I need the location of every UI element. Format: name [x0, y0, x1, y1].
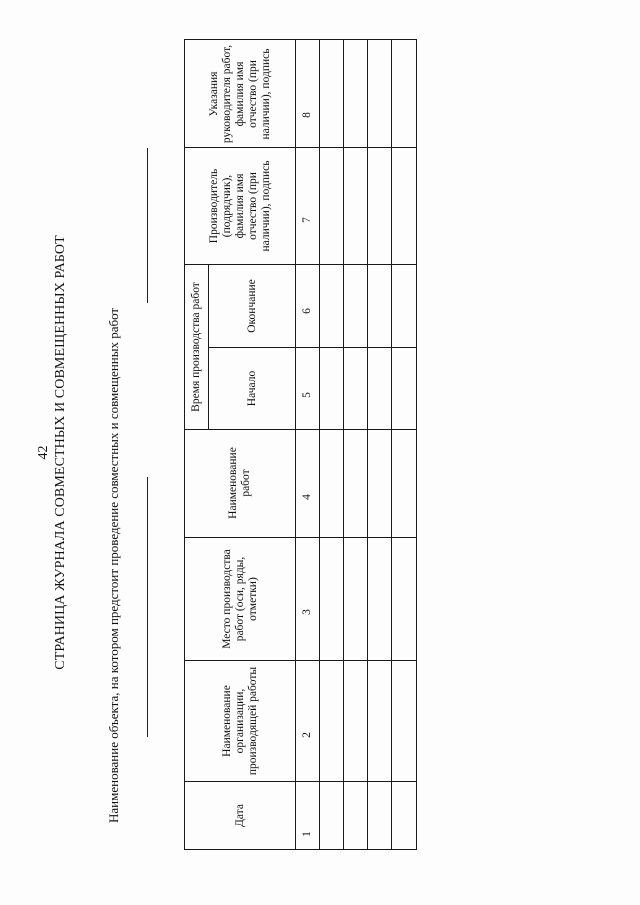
col-divider-7	[184, 147, 417, 148]
row-1-bottom	[343, 40, 344, 850]
header-start: Начало	[245, 370, 258, 407]
column-number-4: 4	[301, 494, 313, 500]
column-number-7: 7	[301, 217, 313, 223]
header-time-group: Время производства работ	[190, 282, 202, 412]
table-border-left	[184, 849, 417, 850]
page-title: СТРАНИЦА ЖУРНАЛА СОВМЕСТНЫХ И СОВМЕЩЕННЫХ РАБОТ	[53, 235, 68, 670]
column-number-6: 6	[301, 308, 313, 314]
header-end: Окончание	[245, 279, 258, 333]
col-divider-4	[184, 429, 417, 430]
col-divider-3	[184, 537, 417, 538]
row-2-bottom	[367, 40, 368, 850]
object-name-line-right	[147, 148, 148, 303]
column-number-5: 5	[301, 392, 313, 398]
object-name-caption: Наименование объекта, на котором предстоит проведение совместных и совмещенных работ	[106, 307, 121, 823]
header-contractor: Производитель (подрядчик), фамилия имя отчество (при наличии), подпись	[207, 160, 272, 252]
header-place: Место производства работ (оси, ряды, отметки)	[220, 549, 259, 649]
column-number-2: 2	[301, 732, 313, 738]
table-border-right	[184, 39, 417, 40]
header-organization: Наименование организации, производящей работы	[220, 666, 259, 776]
page-number: 42	[36, 445, 51, 460]
numbers-row-bottom	[319, 40, 320, 850]
header-date: Дата	[233, 804, 246, 827]
table-border-bottom	[416, 40, 417, 850]
column-number-8: 8	[301, 112, 313, 118]
header-manager-notes: Указания руководителя работ, фамилия имя отчество (при наличии), подпись	[207, 44, 272, 144]
column-number-1: 1	[301, 831, 313, 837]
column-number-3: 3	[301, 609, 313, 615]
row-3-bottom	[391, 40, 392, 850]
header-work-name: Наименование работ	[227, 447, 252, 519]
object-name-line-left	[147, 477, 148, 737]
